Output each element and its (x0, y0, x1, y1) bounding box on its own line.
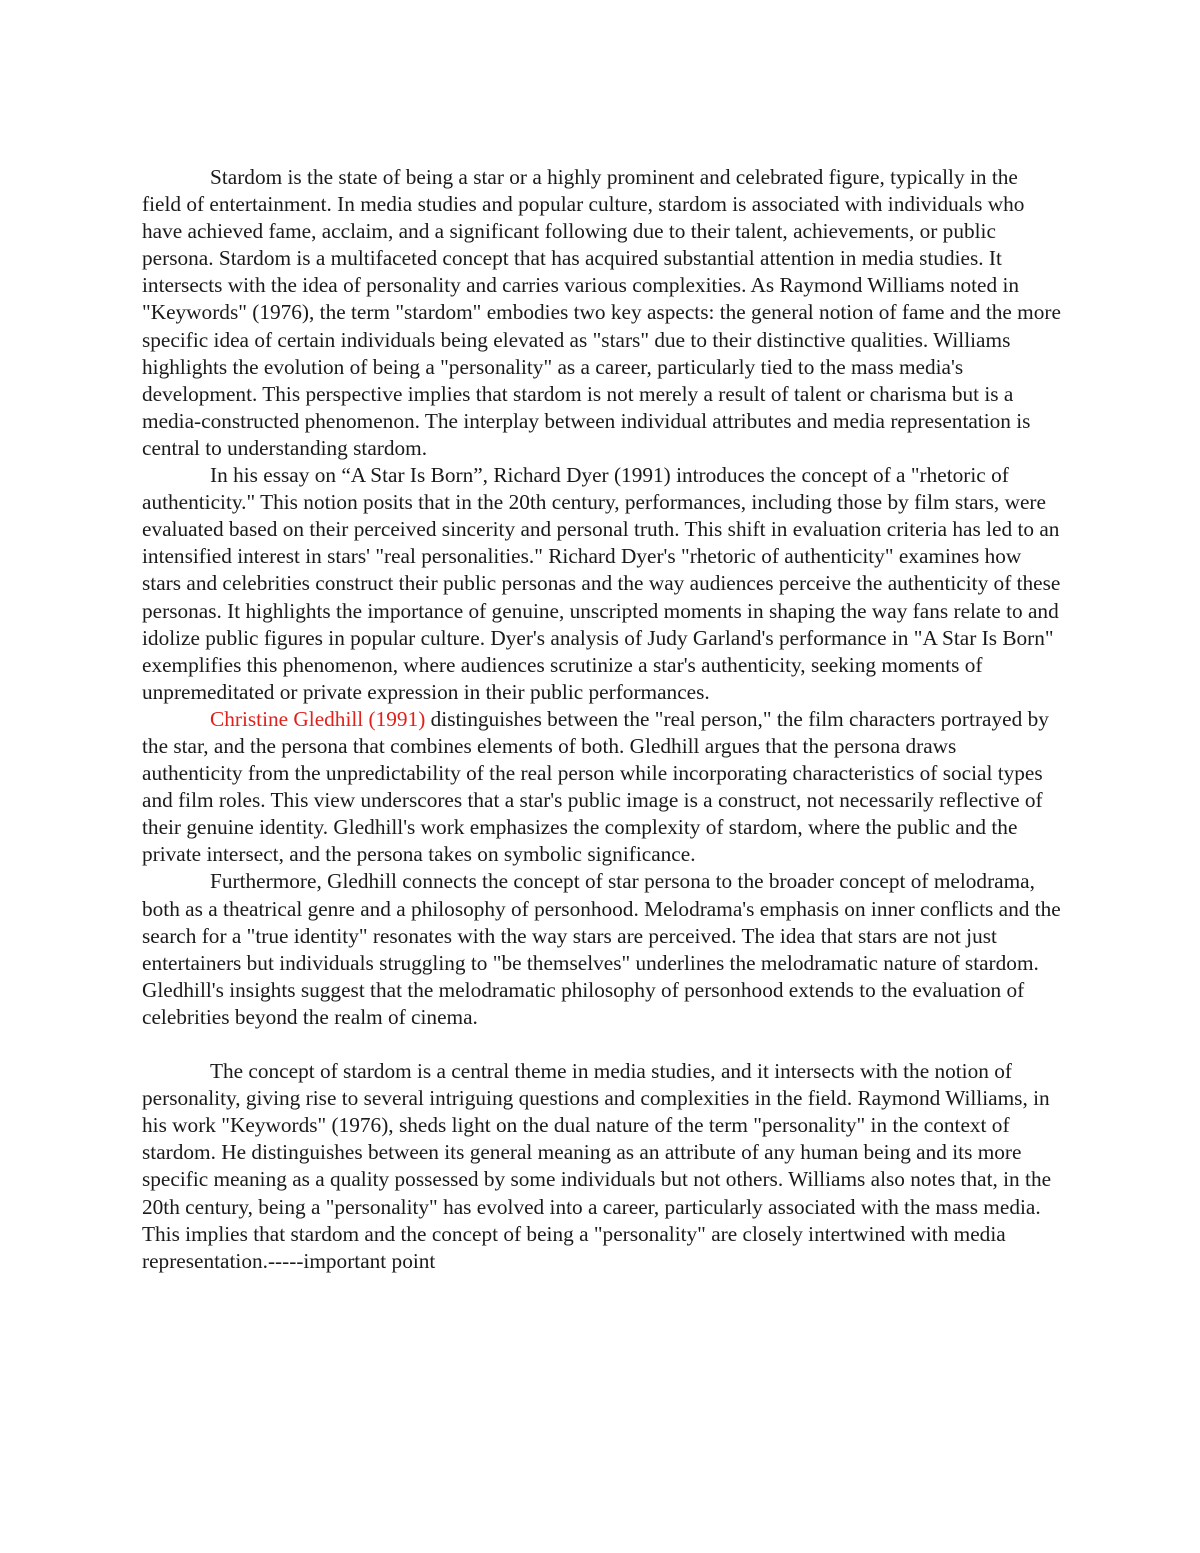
citation-gledhill: Christine Gledhill (1991) (210, 706, 426, 731)
paragraph-1-text: Stardom is the state of being a star or a highly prominent and celebrated figure, typically in the field of entertainment. In media studies and popular culture, stardom is associated with individuals who have achieved fame, acclaim, and a significant following due to their talent, achievements, or public persona. Stardom is a multifaceted concept that has acquired substantial attention in media studies. It intersects with the idea of personality and carries various complexities. As Raymond Williams noted in "Keywords" (1976), the term "stardom" embodies two key aspects: the general notion of fame and the more specific idea of certain individuals being elevated as "stars" due to their distinctive qualities. Williams highlights the evolution of being a "personality" as a career, particularly tied to the mass media's development. This perspective implies that stardom is not merely a result of talent or charisma but is a media-constructed phenomenon. The interplay between individual attributes and media representation is central to understanding stardom. (142, 165, 1061, 460)
paragraph-3-text: distinguishes between the "real person," the film characters portrayed by the star, and the persona that combines elements of both. Gledhill argues that the persona draws authenticity from the unpredictability of the real person while incorporating characteristics of social types and film roles. This view underscores that a star's public image is a construct, not necessarily reflective of their genuine identity. Gledhill's work emphasizes the complexity of stardom, where the public and the private intersect, and the persona takes on symbolic significance. (142, 706, 1049, 867)
paragraph-4 (142, 868, 1062, 1031)
paragraph-1 (142, 164, 1062, 462)
paragraph-3 (142, 706, 1062, 869)
document-body (142, 164, 1062, 1275)
paragraph-5-text: The concept of stardom is a central theme in media studies, and it intersects with the notion of personality, giving rise to several intriguing questions and complexities in the field. Raymond Williams, in his work "Keywords" (1976), sheds light on the dual nature of the term "personality" in the context of stardom. He distinguishes between its general meaning as an attribute of any human being and its more specific meaning as a quality possessed by some individuals but not others. Williams also notes that, in the 20th century, being a "personality" has evolved into a career, particularly associated with the mass media. This implies that stardom and the concept of being a "personality" are closely intertwined with media representation.-----important point (142, 1059, 1052, 1273)
paragraph-gap (142, 1031, 1062, 1058)
paragraph-5 (142, 1058, 1062, 1275)
paragraph-2 (142, 462, 1062, 706)
paragraph-2-text: In his essay on “A Star Is Born”, Richard Dyer (1991) introduces the concept of a "rhetoric of authenticity." This notion posits that in the 20th century, performances, including those by film stars, were evaluated based on their perceived sincerity and personal truth. This shift in evaluation criteria has led to an intensified interest in stars' "real personalities." Richard Dyer's "rhetoric of authenticity" examines how stars and celebrities construct their public personas and the way audiences perceive the authenticity of these personas. It highlights the importance of genuine, unscripted moments in shaping the way fans relate to and idolize public figures in popular culture. Dyer's analysis of Judy Garland's performance in "A Star Is Born" exemplifies this phenomenon, where audiences scrutinize a star's authenticity, seeking moments of unpremeditated or private expression in their public performances. (142, 463, 1061, 704)
paragraph-4-text: Furthermore, Gledhill connects the concept of star persona to the broader concept of melodrama, both as a theatrical genre and a philosophy of personhood. Melodrama's emphasis on inner conflicts and the search for a "true identity" resonates with the way stars are perceived. The idea that stars are not just entertainers but individuals struggling to "be themselves" underlines the melodramatic nature of stardom. Gledhill's insights suggest that the melodramatic philosophy of personhood extends to the evaluation of celebrities beyond the realm of cinema. (142, 869, 1061, 1029)
